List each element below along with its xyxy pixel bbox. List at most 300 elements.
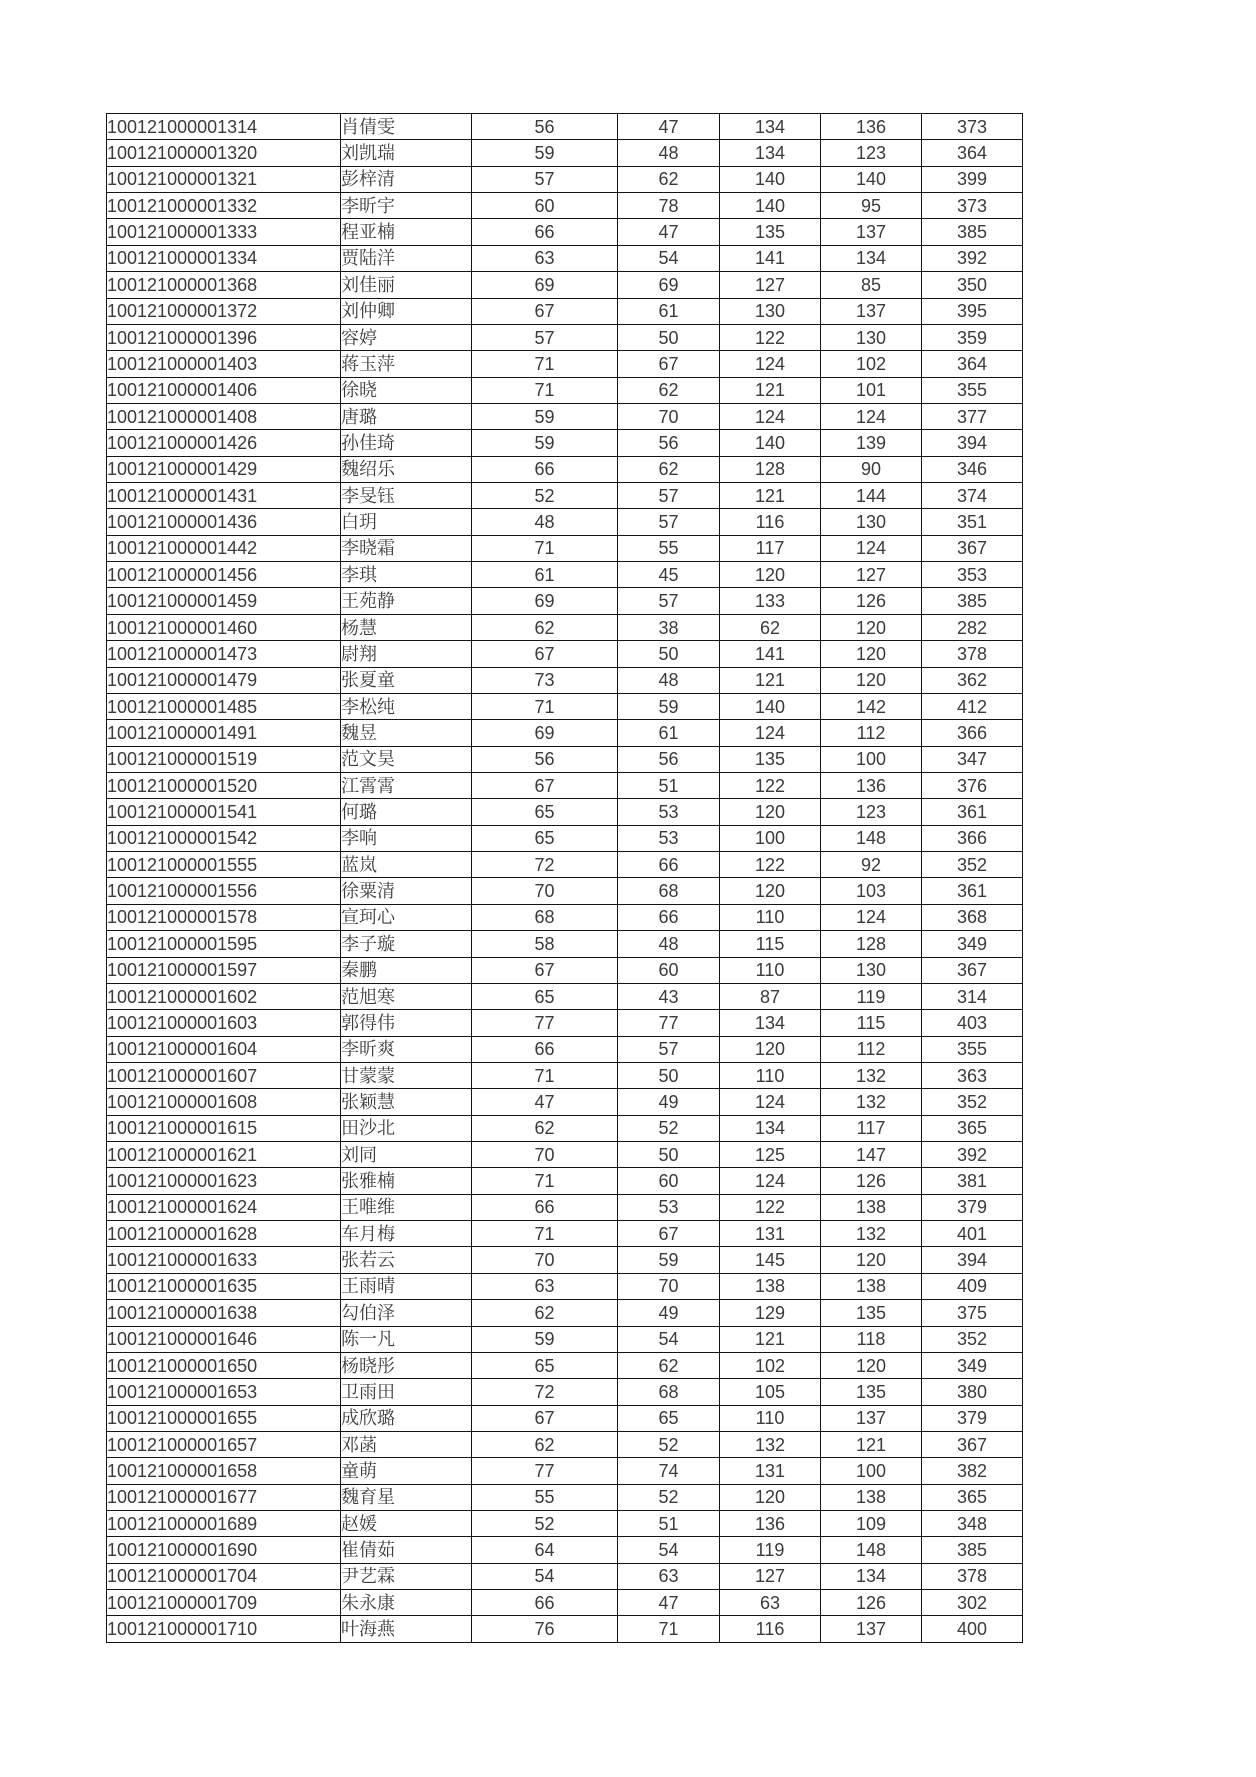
cell-score-2: 53 bbox=[618, 825, 720, 851]
cell-score-4: 100 bbox=[821, 746, 922, 772]
cell-candidate-id: 100121000001334 bbox=[107, 245, 341, 271]
cell-name: 尹艺霖 bbox=[341, 1563, 472, 1589]
cell-score-3: 128 bbox=[720, 456, 821, 482]
cell-score-1: 71 bbox=[472, 1168, 618, 1194]
cell-score-3: 134 bbox=[720, 140, 821, 166]
cell-name: 张颖慧 bbox=[341, 1089, 472, 1115]
cell-score-4: 134 bbox=[821, 1563, 922, 1589]
cell-score-2: 68 bbox=[618, 878, 720, 904]
cell-score-4: 142 bbox=[821, 693, 922, 719]
cell-score-1: 67 bbox=[472, 957, 618, 983]
cell-score-3: 121 bbox=[720, 1326, 821, 1352]
cell-score-4: 148 bbox=[821, 825, 922, 851]
cell-score-3: 115 bbox=[720, 931, 821, 957]
cell-score-3: 105 bbox=[720, 1379, 821, 1405]
cell-name: 车月梅 bbox=[341, 1221, 472, 1247]
cell-score-1: 67 bbox=[472, 298, 618, 324]
table-row bbox=[107, 272, 1023, 298]
cell-score-4: 140 bbox=[821, 166, 922, 192]
cell-total: 352 bbox=[922, 1326, 1023, 1352]
cell-candidate-id: 100121000001436 bbox=[107, 509, 341, 535]
cell-total: 353 bbox=[922, 562, 1023, 588]
cell-name: 卫雨田 bbox=[341, 1379, 472, 1405]
cell-score-2: 47 bbox=[618, 1590, 720, 1616]
cell-candidate-id: 100121000001657 bbox=[107, 1431, 341, 1457]
cell-total: 352 bbox=[922, 1089, 1023, 1115]
cell-name: 刘凯瑞 bbox=[341, 140, 472, 166]
cell-total: 379 bbox=[922, 1194, 1023, 1220]
cell-total: 365 bbox=[922, 1115, 1023, 1141]
cell-total: 379 bbox=[922, 1405, 1023, 1431]
table-row bbox=[107, 1431, 1023, 1457]
cell-score-3: 140 bbox=[720, 193, 821, 219]
cell-score-2: 59 bbox=[618, 693, 720, 719]
table-row bbox=[107, 245, 1023, 271]
cell-score-3: 110 bbox=[720, 1062, 821, 1088]
cell-score-3: 120 bbox=[720, 878, 821, 904]
cell-candidate-id: 100121000001556 bbox=[107, 878, 341, 904]
cell-score-4: 126 bbox=[821, 1168, 922, 1194]
table-row bbox=[107, 825, 1023, 851]
cell-candidate-id: 100121000001368 bbox=[107, 272, 341, 298]
cell-score-3: 132 bbox=[720, 1431, 821, 1457]
cell-score-4: 137 bbox=[821, 1616, 922, 1643]
cell-score-1: 62 bbox=[472, 1300, 618, 1326]
cell-candidate-id: 100121000001578 bbox=[107, 904, 341, 930]
cell-candidate-id: 100121000001690 bbox=[107, 1537, 341, 1563]
cell-score-1: 67 bbox=[472, 772, 618, 798]
cell-candidate-id: 100121000001403 bbox=[107, 351, 341, 377]
cell-candidate-id: 100121000001677 bbox=[107, 1484, 341, 1510]
cell-score-2: 57 bbox=[618, 588, 720, 614]
cell-name: 杨晓彤 bbox=[341, 1352, 472, 1378]
cell-score-1: 68 bbox=[472, 904, 618, 930]
cell-total: 375 bbox=[922, 1300, 1023, 1326]
cell-score-2: 56 bbox=[618, 430, 720, 456]
cell-score-2: 66 bbox=[618, 904, 720, 930]
cell-total: 367 bbox=[922, 957, 1023, 983]
cell-score-1: 77 bbox=[472, 1010, 618, 1036]
cell-score-3: 124 bbox=[720, 403, 821, 429]
cell-score-2: 51 bbox=[618, 772, 720, 798]
cell-score-4: 127 bbox=[821, 562, 922, 588]
cell-candidate-id: 100121000001473 bbox=[107, 641, 341, 667]
cell-score-4: 138 bbox=[821, 1273, 922, 1299]
cell-candidate-id: 100121000001655 bbox=[107, 1405, 341, 1431]
table-row bbox=[107, 957, 1023, 983]
cell-score-1: 59 bbox=[472, 140, 618, 166]
cell-score-2: 53 bbox=[618, 799, 720, 825]
cell-score-1: 65 bbox=[472, 825, 618, 851]
cell-score-1: 70 bbox=[472, 1142, 618, 1168]
cell-score-2: 56 bbox=[618, 746, 720, 772]
cell-total: 376 bbox=[922, 772, 1023, 798]
cell-score-3: 131 bbox=[720, 1221, 821, 1247]
cell-score-3: 122 bbox=[720, 772, 821, 798]
cell-score-1: 71 bbox=[472, 693, 618, 719]
cell-score-4: 123 bbox=[821, 799, 922, 825]
cell-candidate-id: 100121000001555 bbox=[107, 852, 341, 878]
cell-candidate-id: 100121000001597 bbox=[107, 957, 341, 983]
cell-candidate-id: 100121000001607 bbox=[107, 1062, 341, 1088]
table-row bbox=[107, 1326, 1023, 1352]
cell-score-1: 59 bbox=[472, 403, 618, 429]
cell-score-3: 140 bbox=[720, 430, 821, 456]
table-row bbox=[107, 1115, 1023, 1141]
cell-total: 378 bbox=[922, 1563, 1023, 1589]
cell-score-2: 53 bbox=[618, 1194, 720, 1220]
cell-name: 王苑静 bbox=[341, 588, 472, 614]
cell-name: 李松纯 bbox=[341, 693, 472, 719]
cell-name: 秦鹏 bbox=[341, 957, 472, 983]
cell-score-4: 85 bbox=[821, 272, 922, 298]
cell-score-4: 130 bbox=[821, 324, 922, 350]
cell-name: 陈一凡 bbox=[341, 1326, 472, 1352]
cell-score-1: 66 bbox=[472, 219, 618, 245]
cell-candidate-id: 100121000001658 bbox=[107, 1458, 341, 1484]
cell-candidate-id: 100121000001710 bbox=[107, 1616, 341, 1643]
table-row bbox=[107, 614, 1023, 640]
cell-total: 385 bbox=[922, 588, 1023, 614]
cell-candidate-id: 100121000001623 bbox=[107, 1168, 341, 1194]
table-row bbox=[107, 483, 1023, 509]
cell-score-4: 137 bbox=[821, 219, 922, 245]
cell-name: 贾陆洋 bbox=[341, 245, 472, 271]
cell-candidate-id: 100121000001426 bbox=[107, 430, 341, 456]
cell-candidate-id: 100121000001638 bbox=[107, 1300, 341, 1326]
cell-score-4: 92 bbox=[821, 852, 922, 878]
cell-total: 401 bbox=[922, 1221, 1023, 1247]
cell-score-4: 115 bbox=[821, 1010, 922, 1036]
cell-score-3: 122 bbox=[720, 324, 821, 350]
cell-score-1: 66 bbox=[472, 1194, 618, 1220]
cell-score-2: 78 bbox=[618, 193, 720, 219]
cell-score-4: 137 bbox=[821, 1405, 922, 1431]
cell-score-1: 63 bbox=[472, 245, 618, 271]
cell-score-1: 71 bbox=[472, 1062, 618, 1088]
cell-candidate-id: 100121000001332 bbox=[107, 193, 341, 219]
cell-score-1: 76 bbox=[472, 1616, 618, 1643]
table-row bbox=[107, 298, 1023, 324]
cell-score-1: 62 bbox=[472, 1115, 618, 1141]
table-row bbox=[107, 1089, 1023, 1115]
cell-total: 368 bbox=[922, 904, 1023, 930]
cell-score-1: 59 bbox=[472, 430, 618, 456]
cell-name: 徐晓 bbox=[341, 377, 472, 403]
cell-score-4: 130 bbox=[821, 509, 922, 535]
cell-candidate-id: 100121000001519 bbox=[107, 746, 341, 772]
cell-score-1: 52 bbox=[472, 1511, 618, 1537]
table-row bbox=[107, 1194, 1023, 1220]
cell-score-2: 49 bbox=[618, 1089, 720, 1115]
cell-name: 李子璇 bbox=[341, 931, 472, 957]
cell-score-3: 136 bbox=[720, 1511, 821, 1537]
cell-total: 363 bbox=[922, 1062, 1023, 1088]
cell-score-2: 54 bbox=[618, 245, 720, 271]
cell-score-1: 61 bbox=[472, 562, 618, 588]
cell-candidate-id: 100121000001653 bbox=[107, 1379, 341, 1405]
cell-score-2: 48 bbox=[618, 931, 720, 957]
cell-total: 350 bbox=[922, 272, 1023, 298]
cell-score-2: 60 bbox=[618, 1168, 720, 1194]
cell-name: 程亚楠 bbox=[341, 219, 472, 245]
table-row bbox=[107, 1484, 1023, 1510]
table-row bbox=[107, 983, 1023, 1009]
table-row bbox=[107, 1273, 1023, 1299]
cell-candidate-id: 100121000001709 bbox=[107, 1590, 341, 1616]
table-row bbox=[107, 1458, 1023, 1484]
cell-name: 童萌 bbox=[341, 1458, 472, 1484]
cell-score-3: 119 bbox=[720, 1537, 821, 1563]
cell-score-3: 140 bbox=[720, 166, 821, 192]
cell-score-1: 72 bbox=[472, 1379, 618, 1405]
cell-name: 刘同 bbox=[341, 1142, 472, 1168]
cell-name: 勾伯泽 bbox=[341, 1300, 472, 1326]
cell-score-2: 52 bbox=[618, 1484, 720, 1510]
cell-total: 374 bbox=[922, 483, 1023, 509]
cell-score-3: 141 bbox=[720, 641, 821, 667]
cell-score-4: 136 bbox=[821, 114, 922, 140]
cell-score-3: 63 bbox=[720, 1590, 821, 1616]
table-row bbox=[107, 878, 1023, 904]
cell-score-1: 65 bbox=[472, 799, 618, 825]
cell-score-3: 127 bbox=[720, 1563, 821, 1589]
cell-score-1: 54 bbox=[472, 1563, 618, 1589]
cell-candidate-id: 100121000001333 bbox=[107, 219, 341, 245]
cell-score-1: 63 bbox=[472, 1273, 618, 1299]
cell-score-1: 62 bbox=[472, 1431, 618, 1457]
cell-score-3: 145 bbox=[720, 1247, 821, 1273]
table-row bbox=[107, 403, 1023, 429]
cell-score-3: 116 bbox=[720, 509, 821, 535]
cell-candidate-id: 100121000001321 bbox=[107, 166, 341, 192]
cell-total: 385 bbox=[922, 219, 1023, 245]
cell-candidate-id: 100121000001372 bbox=[107, 298, 341, 324]
cell-candidate-id: 100121000001459 bbox=[107, 588, 341, 614]
cell-score-2: 66 bbox=[618, 852, 720, 878]
cell-score-2: 50 bbox=[618, 1142, 720, 1168]
cell-candidate-id: 100121000001442 bbox=[107, 535, 341, 561]
cell-total: 351 bbox=[922, 509, 1023, 535]
cell-score-2: 70 bbox=[618, 403, 720, 429]
cell-score-4: 134 bbox=[821, 245, 922, 271]
cell-name: 邓菡 bbox=[341, 1431, 472, 1457]
cell-score-1: 65 bbox=[472, 1352, 618, 1378]
table-row bbox=[107, 720, 1023, 746]
cell-candidate-id: 100121000001604 bbox=[107, 1036, 341, 1062]
cell-score-4: 112 bbox=[821, 1036, 922, 1062]
cell-total: 359 bbox=[922, 324, 1023, 350]
cell-total: 282 bbox=[922, 614, 1023, 640]
cell-score-4: 109 bbox=[821, 1511, 922, 1537]
cell-score-3: 141 bbox=[720, 245, 821, 271]
cell-score-3: 138 bbox=[720, 1273, 821, 1299]
cell-total: 355 bbox=[922, 377, 1023, 403]
cell-score-3: 120 bbox=[720, 1484, 821, 1510]
table-row bbox=[107, 140, 1023, 166]
cell-total: 392 bbox=[922, 1142, 1023, 1168]
cell-score-1: 69 bbox=[472, 720, 618, 746]
cell-name: 白玥 bbox=[341, 509, 472, 535]
cell-score-3: 140 bbox=[720, 693, 821, 719]
cell-score-1: 69 bbox=[472, 272, 618, 298]
cell-name: 何璐 bbox=[341, 799, 472, 825]
table-row bbox=[107, 456, 1023, 482]
cell-total: 346 bbox=[922, 456, 1023, 482]
table-row bbox=[107, 219, 1023, 245]
cell-total: 366 bbox=[922, 825, 1023, 851]
cell-total: 380 bbox=[922, 1379, 1023, 1405]
cell-name: 赵媛 bbox=[341, 1511, 472, 1537]
cell-name: 李昕宇 bbox=[341, 193, 472, 219]
cell-candidate-id: 100121000001541 bbox=[107, 799, 341, 825]
table-row bbox=[107, 904, 1023, 930]
cell-candidate-id: 100121000001429 bbox=[107, 456, 341, 482]
cell-score-2: 47 bbox=[618, 219, 720, 245]
cell-score-4: 120 bbox=[821, 1352, 922, 1378]
cell-total: 412 bbox=[922, 693, 1023, 719]
cell-score-2: 68 bbox=[618, 1379, 720, 1405]
table-row bbox=[107, 562, 1023, 588]
cell-score-1: 65 bbox=[472, 983, 618, 1009]
cell-score-3: 110 bbox=[720, 957, 821, 983]
cell-total: 367 bbox=[922, 535, 1023, 561]
cell-score-1: 64 bbox=[472, 1537, 618, 1563]
cell-score-1: 58 bbox=[472, 931, 618, 957]
cell-score-1: 69 bbox=[472, 588, 618, 614]
cell-score-2: 57 bbox=[618, 1036, 720, 1062]
cell-score-1: 71 bbox=[472, 1221, 618, 1247]
table-row bbox=[107, 535, 1023, 561]
cell-name: 范文昊 bbox=[341, 746, 472, 772]
cell-score-4: 120 bbox=[821, 1247, 922, 1273]
cell-score-4: 117 bbox=[821, 1115, 922, 1141]
cell-name: 李昕爽 bbox=[341, 1036, 472, 1062]
cell-candidate-id: 100121000001408 bbox=[107, 403, 341, 429]
cell-score-2: 67 bbox=[618, 351, 720, 377]
cell-score-4: 147 bbox=[821, 1142, 922, 1168]
cell-score-4: 138 bbox=[821, 1484, 922, 1510]
cell-name: 魏育星 bbox=[341, 1484, 472, 1510]
cell-candidate-id: 100121000001633 bbox=[107, 1247, 341, 1273]
cell-score-3: 120 bbox=[720, 799, 821, 825]
cell-score-1: 56 bbox=[472, 746, 618, 772]
cell-name: 成欣璐 bbox=[341, 1405, 472, 1431]
cell-score-1: 73 bbox=[472, 667, 618, 693]
cell-candidate-id: 100121000001485 bbox=[107, 693, 341, 719]
cell-score-4: 112 bbox=[821, 720, 922, 746]
cell-candidate-id: 100121000001608 bbox=[107, 1089, 341, 1115]
cell-name: 王雨晴 bbox=[341, 1273, 472, 1299]
cell-candidate-id: 100121000001615 bbox=[107, 1115, 341, 1141]
cell-candidate-id: 100121000001621 bbox=[107, 1142, 341, 1168]
cell-score-1: 52 bbox=[472, 483, 618, 509]
score-table bbox=[106, 113, 1023, 1643]
cell-score-2: 62 bbox=[618, 1352, 720, 1378]
cell-score-1: 66 bbox=[472, 1590, 618, 1616]
cell-total: 364 bbox=[922, 351, 1023, 377]
cell-score-1: 48 bbox=[472, 509, 618, 535]
cell-score-4: 121 bbox=[821, 1431, 922, 1457]
cell-score-1: 56 bbox=[472, 114, 618, 140]
cell-score-2: 54 bbox=[618, 1326, 720, 1352]
cell-total: 361 bbox=[922, 799, 1023, 825]
cell-score-4: 124 bbox=[821, 904, 922, 930]
cell-candidate-id: 100121000001704 bbox=[107, 1563, 341, 1589]
cell-score-3: 130 bbox=[720, 298, 821, 324]
table-row bbox=[107, 1300, 1023, 1326]
cell-candidate-id: 100121000001491 bbox=[107, 720, 341, 746]
cell-score-2: 67 bbox=[618, 1221, 720, 1247]
cell-score-4: 120 bbox=[821, 614, 922, 640]
table-row bbox=[107, 193, 1023, 219]
cell-score-2: 57 bbox=[618, 483, 720, 509]
cell-score-2: 55 bbox=[618, 535, 720, 561]
cell-total: 394 bbox=[922, 1247, 1023, 1273]
cell-score-2: 59 bbox=[618, 1247, 720, 1273]
cell-score-1: 71 bbox=[472, 377, 618, 403]
cell-total: 352 bbox=[922, 852, 1023, 878]
cell-total: 365 bbox=[922, 1484, 1023, 1510]
cell-name: 肖倩雯 bbox=[341, 114, 472, 140]
cell-total: 381 bbox=[922, 1168, 1023, 1194]
table-row bbox=[107, 166, 1023, 192]
cell-score-3: 116 bbox=[720, 1616, 821, 1643]
cell-score-3: 135 bbox=[720, 219, 821, 245]
cell-score-2: 70 bbox=[618, 1273, 720, 1299]
table-row bbox=[107, 1352, 1023, 1378]
table-row bbox=[107, 1168, 1023, 1194]
cell-total: 347 bbox=[922, 746, 1023, 772]
cell-score-4: 101 bbox=[821, 377, 922, 403]
cell-name: 叶海燕 bbox=[341, 1616, 472, 1643]
cell-total: 361 bbox=[922, 878, 1023, 904]
cell-score-4: 130 bbox=[821, 957, 922, 983]
cell-candidate-id: 100121000001628 bbox=[107, 1221, 341, 1247]
table-row bbox=[107, 1062, 1023, 1088]
cell-score-4: 132 bbox=[821, 1089, 922, 1115]
cell-score-2: 49 bbox=[618, 1300, 720, 1326]
cell-candidate-id: 100121000001635 bbox=[107, 1273, 341, 1299]
cell-name: 杨慧 bbox=[341, 614, 472, 640]
cell-score-2: 63 bbox=[618, 1563, 720, 1589]
cell-candidate-id: 100121000001320 bbox=[107, 140, 341, 166]
cell-total: 409 bbox=[922, 1273, 1023, 1299]
cell-score-3: 133 bbox=[720, 588, 821, 614]
cell-score-1: 77 bbox=[472, 1458, 618, 1484]
cell-score-2: 45 bbox=[618, 562, 720, 588]
cell-name: 朱永康 bbox=[341, 1590, 472, 1616]
cell-name: 徐粟清 bbox=[341, 878, 472, 904]
cell-candidate-id: 100121000001460 bbox=[107, 614, 341, 640]
cell-total: 382 bbox=[922, 1458, 1023, 1484]
cell-candidate-id: 100121000001479 bbox=[107, 667, 341, 693]
cell-candidate-id: 100121000001602 bbox=[107, 983, 341, 1009]
cell-score-3: 129 bbox=[720, 1300, 821, 1326]
cell-score-4: 144 bbox=[821, 483, 922, 509]
cell-name: 张若云 bbox=[341, 1247, 472, 1273]
score-table-body bbox=[107, 114, 1023, 1643]
cell-total: 385 bbox=[922, 1537, 1023, 1563]
cell-score-4: 135 bbox=[821, 1300, 922, 1326]
cell-score-2: 62 bbox=[618, 456, 720, 482]
cell-score-3: 124 bbox=[720, 720, 821, 746]
cell-score-1: 71 bbox=[472, 351, 618, 377]
cell-name: 刘仲卿 bbox=[341, 298, 472, 324]
cell-score-2: 52 bbox=[618, 1115, 720, 1141]
table-row bbox=[107, 1010, 1023, 1036]
cell-name: 范旭寒 bbox=[341, 983, 472, 1009]
